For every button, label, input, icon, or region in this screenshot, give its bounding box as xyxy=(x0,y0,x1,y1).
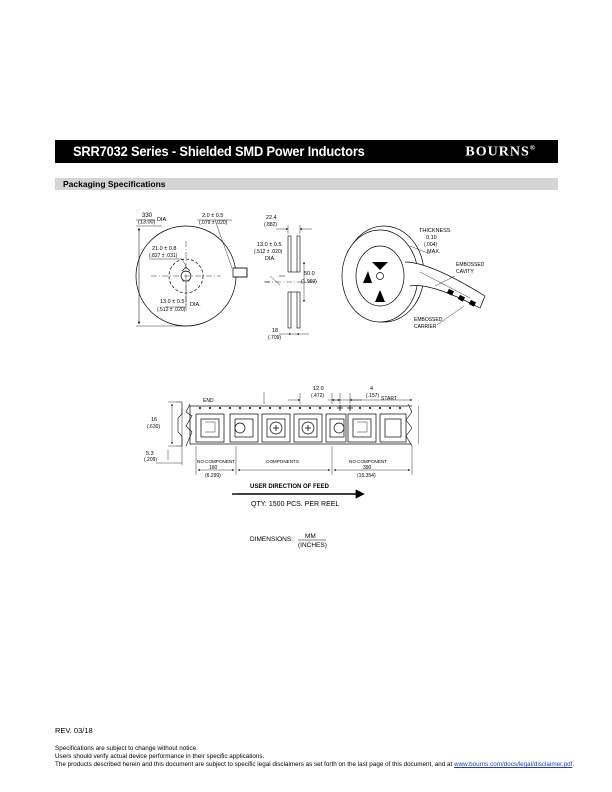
tape-pitch-in: (.472) xyxy=(311,393,325,399)
tape-pitch-mm: 12.0 xyxy=(313,386,324,392)
tape-width-in: (.630) xyxy=(147,424,161,430)
dimensions-label: DIMENSIONS: xyxy=(250,536,293,543)
reel-slot-in: (.079 ± .020) xyxy=(199,220,228,226)
section-title: Packaging Specifications xyxy=(63,179,166,189)
feed-direction-label: USER DIRECTION OF FEED xyxy=(250,484,330,490)
tape-offset-in: (.209) xyxy=(144,457,158,463)
reel-3d-view xyxy=(342,226,485,325)
tape-offset-mm: 5.3 xyxy=(146,451,154,457)
qty-label: QTY: 1500 PCS. PER REEL xyxy=(251,501,340,508)
sprocket-holes xyxy=(199,407,401,409)
thickness-in: (.004) xyxy=(424,242,438,248)
footer-line-3-text: The products described herein and this document are subject to specific legal disclaimers as set forth on the last page of this document, and at xyxy=(55,761,455,768)
dimensions-unit-mm: MM xyxy=(305,533,316,540)
footer-line-3-end: . xyxy=(572,761,575,768)
no-component-2-in: (15.354) xyxy=(357,473,376,479)
side-hub-in: (1.969) xyxy=(301,279,317,285)
cavity-label-2: CAVITY xyxy=(456,269,474,275)
no-component-1-label: NO COMPONENT xyxy=(197,459,236,464)
side-gap-in: (.709) xyxy=(268,335,282,341)
tape-hole-pitch-mm: 4 xyxy=(370,386,374,392)
reel-hub-in: (.827 ± .031) xyxy=(149,253,178,259)
tape-hole-pitch-in: (.157) xyxy=(366,393,380,399)
thickness-label: THICKNESS xyxy=(419,228,451,234)
reel-hub-mm: 21.0 ± 0.8 xyxy=(152,246,177,252)
no-component-1-mm: 160 xyxy=(209,465,218,471)
no-component-2-label: NO COMPONENT xyxy=(349,459,388,464)
reel-front-view xyxy=(136,220,247,326)
no-component-2-mm: 390 xyxy=(363,465,372,471)
cavity-label-1: EMBOSSED xyxy=(456,262,485,268)
carrier-label-2: CARRIER xyxy=(414,324,437,330)
footer-line-3 xyxy=(55,761,574,768)
reel-slot-mm: 2.0 ± 0.5 xyxy=(202,213,224,219)
footer-line-2: Users should verify actual device performance in their specific applications. xyxy=(55,753,265,760)
reel-bore-in: (.512 ± .020) xyxy=(157,307,186,313)
page-title: SRR7032 Series - Shielded SMD Power Inductors xyxy=(73,143,365,159)
components-label: COMPONENTS xyxy=(266,459,299,464)
side-width-in: (.882) xyxy=(264,222,278,228)
thickness-max: MAX. xyxy=(427,249,441,255)
side-width-mm: 22.4 xyxy=(266,215,277,221)
side-hole-mm: 13.0 ± 0.5 xyxy=(257,242,282,248)
thickness-mm: 0.10 xyxy=(426,235,437,241)
side-hole-label: DIA. xyxy=(265,256,276,262)
footer-line-1: Specifications are subject to change without notice. xyxy=(55,745,198,752)
side-hole-in: (.512 ± .020) xyxy=(254,249,283,255)
reel-bore-mm: 13.0 ± 0.5 xyxy=(160,299,185,305)
logo-text: BOURNS xyxy=(465,144,530,160)
tape-width-mm: 16 xyxy=(151,417,158,423)
tape-diagram xyxy=(156,392,418,498)
side-gap-mm: 18 xyxy=(272,328,279,334)
revision-label: REV. 03/18 xyxy=(55,726,93,735)
dimensions-unit-in: (INCHES) xyxy=(298,542,327,549)
reel-dia-mm: 330 xyxy=(142,213,153,219)
side-hub-mm: 50.0 xyxy=(304,271,315,277)
start-label: START xyxy=(381,396,397,402)
registered-mark: ® xyxy=(529,144,536,152)
carrier-label-1: EMBOSSED xyxy=(414,317,443,323)
end-label: END xyxy=(203,398,214,404)
reel-dia-in: (13.00) xyxy=(138,219,156,226)
no-component-1-in: (6.299) xyxy=(205,473,221,479)
disclaimer-link[interactable]: www.bourns.com/docs/legal/disclaimer.pdf xyxy=(454,761,573,768)
reel-dia-label: DIA. xyxy=(157,217,168,223)
reel-bore-label: DIA. xyxy=(190,302,201,308)
